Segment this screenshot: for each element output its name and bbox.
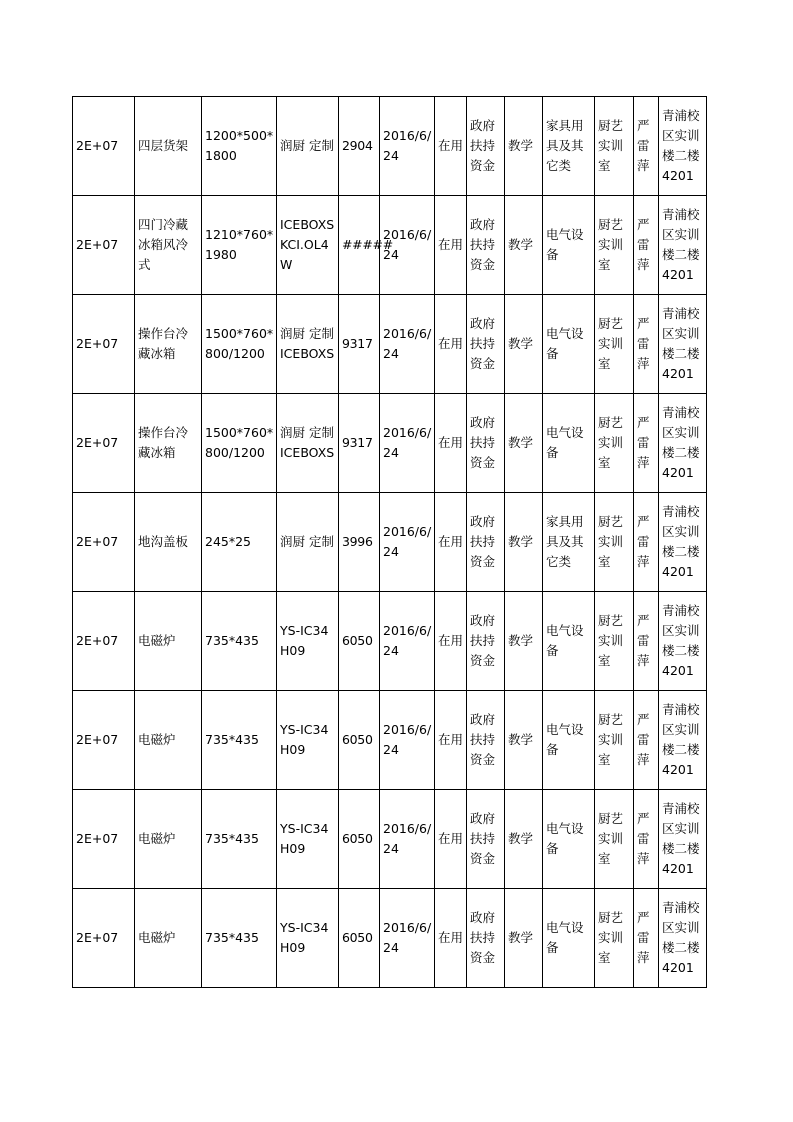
asset-code-cell: 2E+07 [73,97,135,196]
status-cell: 在用 [435,97,467,196]
spec-cell: 735*435 [202,592,277,691]
asset-code-cell: 2E+07 [73,493,135,592]
usage-cell: 教学 [505,889,543,988]
category-cell: 电气设备 [543,691,595,790]
spec-cell: 1500*760*800/1200 [202,295,277,394]
funding-cell: 政府扶持资金 [467,691,505,790]
asset-rows [73,97,707,988]
usage-cell: 教学 [505,97,543,196]
usage-cell: 教学 [505,592,543,691]
asset-name-cell: 四层货架 [135,97,202,196]
keeper-cell: 严雷萍 [634,394,659,493]
asset-code-cell: 2E+07 [73,196,135,295]
asset-name-cell: 电磁炉 [135,790,202,889]
date-cell: 2016/6/24 [380,295,435,394]
date-cell: 2016/6/24 [380,97,435,196]
funding-cell: 政府扶持资金 [467,394,505,493]
category-cell: 电气设备 [543,295,595,394]
spec-cell: 245*25 [202,493,277,592]
category-cell: 家具用具及其它类 [543,97,595,196]
location-cell: 青浦校区实训楼二楼4201 [659,592,707,691]
status-cell: 在用 [435,196,467,295]
price-cell: 6050 [339,691,380,790]
model-cell: 润厨 定制 [277,97,339,196]
usage-cell: 教学 [505,691,543,790]
price-cell: 3996 [339,493,380,592]
usage-cell: 教学 [505,790,543,889]
asset-name-cell: 地沟盖板 [135,493,202,592]
price-cell: 2904 [339,97,380,196]
keeper-cell: 严雷萍 [634,196,659,295]
funding-cell: 政府扶持资金 [467,97,505,196]
location-cell: 青浦校区实训楼二楼4201 [659,97,707,196]
date-cell: 2016/6/24 [380,691,435,790]
asset-code-cell: 2E+07 [73,790,135,889]
table-row [73,493,707,592]
model-cell: YS-IC34H09 [277,889,339,988]
keeper-cell: 严雷萍 [634,493,659,592]
date-cell: 2016/6/24 [380,493,435,592]
department-cell: 厨艺实训室 [595,592,634,691]
asset-name-cell: 电磁炉 [135,889,202,988]
category-cell: 电气设备 [543,196,595,295]
spec-cell: 1210*760*1980 [202,196,277,295]
keeper-cell: 严雷萍 [634,592,659,691]
department-cell: 厨艺实训室 [595,394,634,493]
funding-cell: 政府扶持资金 [467,295,505,394]
price-cell: 6050 [339,592,380,691]
department-cell: 厨艺实训室 [595,196,634,295]
model-cell: YS-IC34H09 [277,592,339,691]
keeper-cell: 严雷萍 [634,97,659,196]
department-cell: 厨艺实训室 [595,889,634,988]
asset-table [72,96,707,988]
asset-name-cell: 电磁炉 [135,691,202,790]
funding-cell: 政府扶持资金 [467,493,505,592]
department-cell: 厨艺实训室 [595,295,634,394]
keeper-cell: 严雷萍 [634,790,659,889]
funding-cell: 政府扶持资金 [467,592,505,691]
status-cell: 在用 [435,790,467,889]
location-cell: 青浦校区实训楼二楼4201 [659,394,707,493]
table-row [73,295,707,394]
category-cell: 电气设备 [543,790,595,889]
model-cell: ICEBOXS KCI.OL4W [277,196,339,295]
asset-code-cell: 2E+07 [73,592,135,691]
model-cell: 润厨 定制ICEBOXS [277,394,339,493]
price-cell: 6050 [339,790,380,889]
category-cell: 电气设备 [543,592,595,691]
model-cell: YS-IC34H09 [277,691,339,790]
location-cell: 青浦校区实训楼二楼4201 [659,691,707,790]
location-cell: 青浦校区实训楼二楼4201 [659,295,707,394]
spec-cell: 735*435 [202,691,277,790]
table-row [73,889,707,988]
status-cell: 在用 [435,691,467,790]
price-cell: 9317 [339,295,380,394]
status-cell: 在用 [435,592,467,691]
asset-code-cell: 2E+07 [73,295,135,394]
status-cell: 在用 [435,295,467,394]
date-cell: 2016/6/24 [380,394,435,493]
funding-cell: 政府扶持资金 [467,790,505,889]
table-row [73,790,707,889]
date-cell: 2016/6/24 [380,790,435,889]
price-cell: ##### [339,196,380,295]
category-cell: 电气设备 [543,394,595,493]
table-row [73,394,707,493]
table-row [73,592,707,691]
usage-cell: 教学 [505,394,543,493]
department-cell: 厨艺实训室 [595,790,634,889]
funding-cell: 政府扶持资金 [467,889,505,988]
location-cell: 青浦校区实训楼二楼4201 [659,790,707,889]
location-cell: 青浦校区实训楼二楼4201 [659,196,707,295]
keeper-cell: 严雷萍 [634,889,659,988]
category-cell: 电气设备 [543,889,595,988]
asset-name-cell: 四门冷藏冰箱风冷式 [135,196,202,295]
category-cell: 家具用具及其它类 [543,493,595,592]
asset-name-cell: 电磁炉 [135,592,202,691]
location-cell: 青浦校区实训楼二楼4201 [659,889,707,988]
date-cell: 2016/6/24 [380,889,435,988]
spec-cell: 735*435 [202,790,277,889]
table-row [73,196,707,295]
asset-name-cell: 操作台冷藏冰箱 [135,394,202,493]
price-cell: 9317 [339,394,380,493]
asset-name-cell: 操作台冷藏冰箱 [135,295,202,394]
model-cell: 润厨 定制 [277,493,339,592]
department-cell: 厨艺实训室 [595,97,634,196]
spec-cell: 1200*500*1800 [202,97,277,196]
usage-cell: 教学 [505,493,543,592]
spec-cell: 1500*760*800/1200 [202,394,277,493]
usage-cell: 教学 [505,196,543,295]
status-cell: 在用 [435,394,467,493]
status-cell: 在用 [435,493,467,592]
department-cell: 厨艺实训室 [595,493,634,592]
location-cell: 青浦校区实训楼二楼4201 [659,493,707,592]
usage-cell: 教学 [505,295,543,394]
model-cell: 润厨 定制ICEBOXS [277,295,339,394]
keeper-cell: 严雷萍 [634,295,659,394]
asset-code-cell: 2E+07 [73,691,135,790]
price-cell: 6050 [339,889,380,988]
asset-code-cell: 2E+07 [73,394,135,493]
asset-code-cell: 2E+07 [73,889,135,988]
table-row [73,691,707,790]
spec-cell: 735*435 [202,889,277,988]
status-cell: 在用 [435,889,467,988]
model-cell: YS-IC34H09 [277,790,339,889]
funding-cell: 政府扶持资金 [467,196,505,295]
date-cell: 2016/6/24 [380,592,435,691]
date-cell: 2016/6/24 [380,196,435,295]
table-row [73,97,707,196]
keeper-cell: 严雷萍 [634,691,659,790]
department-cell: 厨艺实训室 [595,691,634,790]
